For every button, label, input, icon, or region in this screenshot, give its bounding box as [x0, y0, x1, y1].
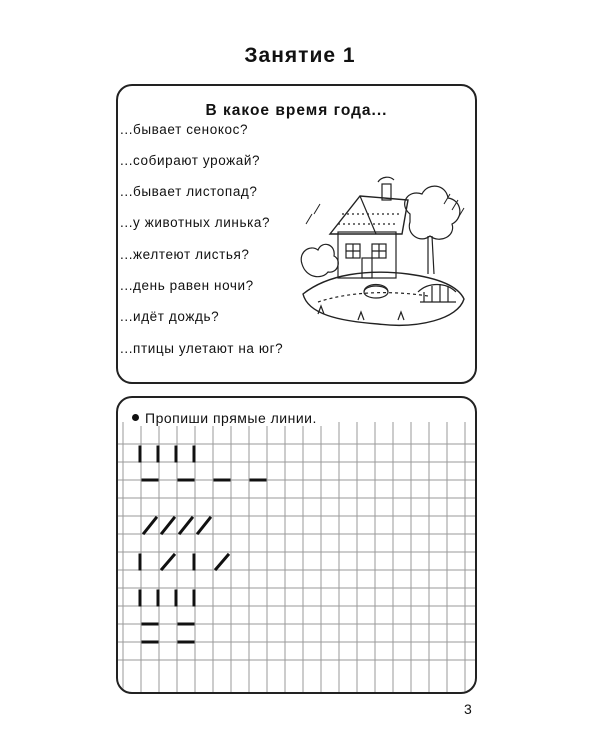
bullet-icon [132, 414, 139, 421]
question-item: ...собирают урожай? [120, 153, 261, 168]
question-item: ...птицы улетают на юг? [120, 341, 284, 356]
sample-stroke [180, 518, 192, 533]
writing-task-panel [116, 396, 477, 694]
questions-heading: В какое время года... [205, 102, 388, 119]
sample-stroke [162, 555, 174, 569]
writing-grid [118, 398, 475, 692]
task-text: Пропиши прямые линии. [145, 410, 317, 426]
question-item: ...желтеют листья? [120, 247, 250, 262]
question-item: ...бывает листопад? [120, 184, 258, 199]
sample-stroke [216, 555, 228, 569]
question-item: ...бывает сенокос? [120, 122, 249, 137]
task-instruction [132, 410, 323, 426]
sample-stroke [144, 518, 156, 533]
question-item: ...день равен ночи? [120, 278, 254, 293]
page-title: Занятие 1 [244, 44, 356, 67]
questions-panel [116, 84, 477, 384]
page-number: 3 [464, 701, 472, 717]
sample-stroke [198, 518, 210, 533]
question-item: ...идёт дождь? [120, 309, 220, 324]
house-illustration [298, 174, 468, 336]
sample-stroke [162, 518, 174, 533]
question-item: ...у животных линька? [120, 215, 271, 230]
